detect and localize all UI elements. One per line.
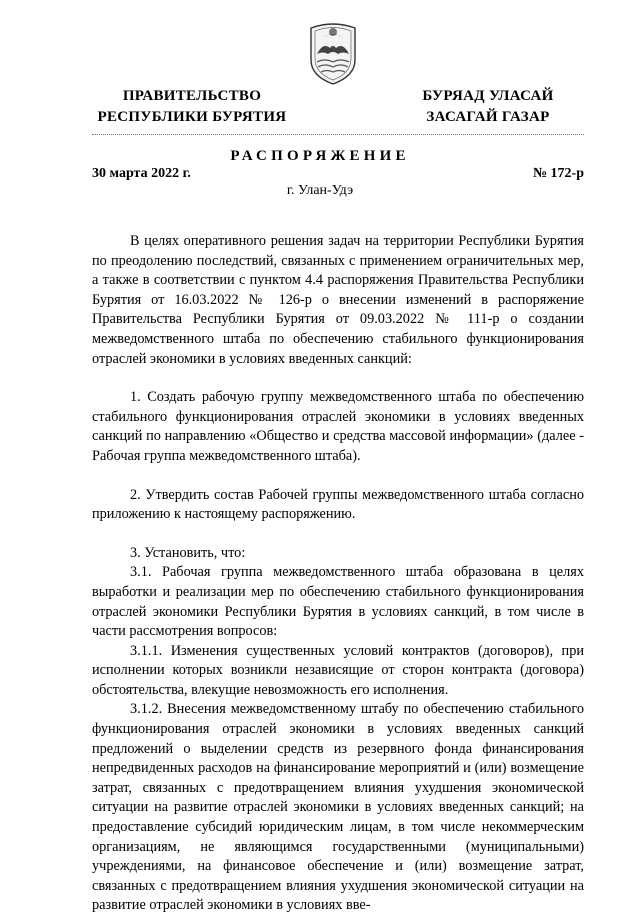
document-number: № 172-р bbox=[532, 166, 584, 181]
header-divider bbox=[92, 134, 584, 135]
document-city: г. Улан-Удэ bbox=[286, 183, 354, 198]
item-3-1-1-paragraph: 3.1.1. Изменения существенных условий контрактов (договоров), при исполнении которых возникли независящие от сторон контракта (договора) обстоятельства, влекущие невозможность его исполнения. bbox=[92, 642, 584, 698]
item-1-paragraph: 1. Создать рабочую группу межведомственного штаба по обеспечению стабильного функционирования отраслей экономики в условиях введенных санкций по направлению «Общество и средства массовой информации» (далее - Рабочая группа межведомственного штаба). bbox=[92, 389, 584, 464]
government-name-line-1: ПРАВИТЕЛЬСТВО bbox=[122, 88, 262, 104]
item-3-1-paragraph: 3.1. Рабочая группа межведомственного штаба образована в целях выработки и реализации мер по обеспечению стабильного функционирования отраслей экономики Республики Бурятия в условиях санкций, в том числе в части рассмотрения вопросов: bbox=[92, 564, 584, 640]
government-name-russian bbox=[92, 86, 292, 128]
document-title: РАСПОРЯЖЕНИЕ bbox=[230, 148, 410, 164]
government-name-buryat bbox=[408, 86, 568, 128]
coat-of-arms-icon bbox=[303, 18, 363, 86]
government-name-buryat-line-1: БУРЯАД УЛАСАЙ bbox=[422, 88, 554, 104]
item-3-paragraph: 3. Установить, что: bbox=[130, 544, 246, 561]
document-date: 30 марта 2022 г. bbox=[92, 166, 191, 181]
government-name-line-2: РЕСПУБЛИКИ БУРЯТИЯ bbox=[97, 109, 287, 125]
government-name-buryat-line-2: ЗАСАГАЙ ГАЗАР bbox=[426, 109, 550, 125]
item-3-1-2-paragraph: 3.1.2. Внесения межведомственному штабу по обеспечению стабильного функционирования отраслей экономики в условиях введенных санкций предложений о выделении средств из резервного фонда финансирования непредвиденных расходов на финансирование мероприятий и (или) возмещение затрат, связанных с предотвращением влияния ухудшения экономической ситуации на развитие отраслей экономики в условиях введенных санкций; на предоставление субсидий юридическим лицам, в том числе некоммерческим организациям, не являющимся государственными (муниципальными) учреждениями, на финансовое обеспечение и (или) возмещение затрат, связанных с предотвращением влияния ухудшения экономической ситуации на развитие отраслей экономики в условиях вве- bbox=[92, 701, 584, 914]
item-2-paragraph: 2. Утвердить состав Рабочей группы межведомственного штаба согласно приложению к настоящему распоряжению. bbox=[92, 486, 584, 523]
document-body bbox=[92, 232, 584, 916]
preamble-paragraph: В целях оперативного решения задач на территории Республики Бурятия по преодолению последствий, связанных с применением ограничительных мер, а также в соответствии с пунктом 4.4 распоряжения Правительства Республики Бурятия от 16.03.2022 № 126-р о внесении изменений в распоряжение Правительства Республики Бурятия от 09.03.2022 № 111-р о создании межведомственного штаба по обеспечению стабильного функционирования отраслей экономики в условиях введенных санкций: bbox=[92, 233, 584, 367]
